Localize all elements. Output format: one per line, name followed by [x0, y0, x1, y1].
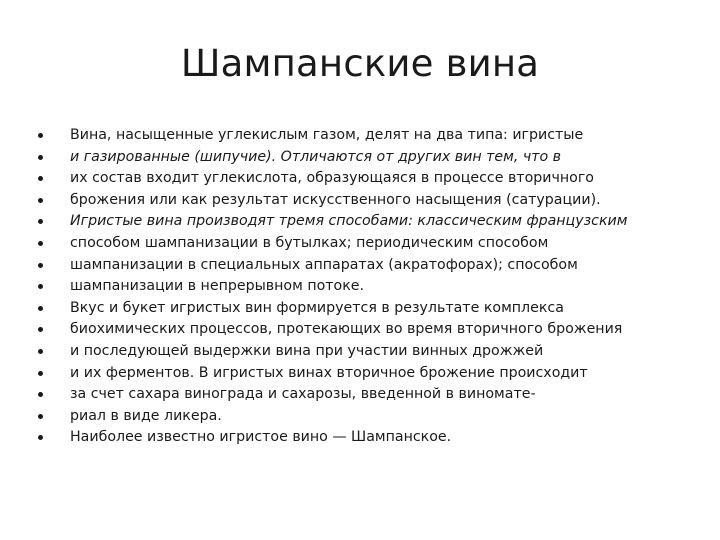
bullet-line-14: риал в виде ликера.: [38, 406, 698, 428]
bullet-line-11: и последующей выдержки вина при участии винных дрожжей: [38, 341, 698, 363]
bullet-line-5: Игристые вина производят тремя способами: классическим французским: [38, 211, 698, 233]
bullet-line-7: шампанизации в специальных аппаратах (акратофорах); способом: [38, 255, 698, 277]
slide-title: Шампанские вина: [180, 42, 540, 85]
bullet-line-12: и их ферментов. В игристых винах вторичное брожение происходит: [38, 363, 698, 385]
bullet-list: [38, 125, 698, 449]
bullet-line-3: их состав входит углекислота, образующаяся в процессе вторичного: [38, 168, 698, 190]
bullet-line-13: за счет сахара винограда и сахарозы, введенной в виноматe-: [38, 384, 698, 406]
bullet-line-1: Вина, насыщенные углекислым газом, делят на два типа: игристые: [38, 125, 698, 147]
bullet-line-8: шампанизации в непрерывном потоке.: [38, 276, 698, 298]
bullet-line-10: биохимических процессов, протекающих во время вторичного брожения: [38, 319, 698, 341]
bullet-line-15: Наиболее известно игристое вино — Шампанское.: [38, 427, 698, 449]
bullet-line-2: и газированные (шипучие). Отличаются от других вин тем, что в: [38, 147, 698, 169]
bullet-line-9: Вкус и букет игристых вин формируется в результате комплекса: [38, 298, 698, 320]
bullet-line-4: брожения или как результат искусственного насыщения (сатурации).: [38, 190, 698, 212]
bullet-line-6: способом шампанизации в бутылках; периодическим способом: [38, 233, 698, 255]
